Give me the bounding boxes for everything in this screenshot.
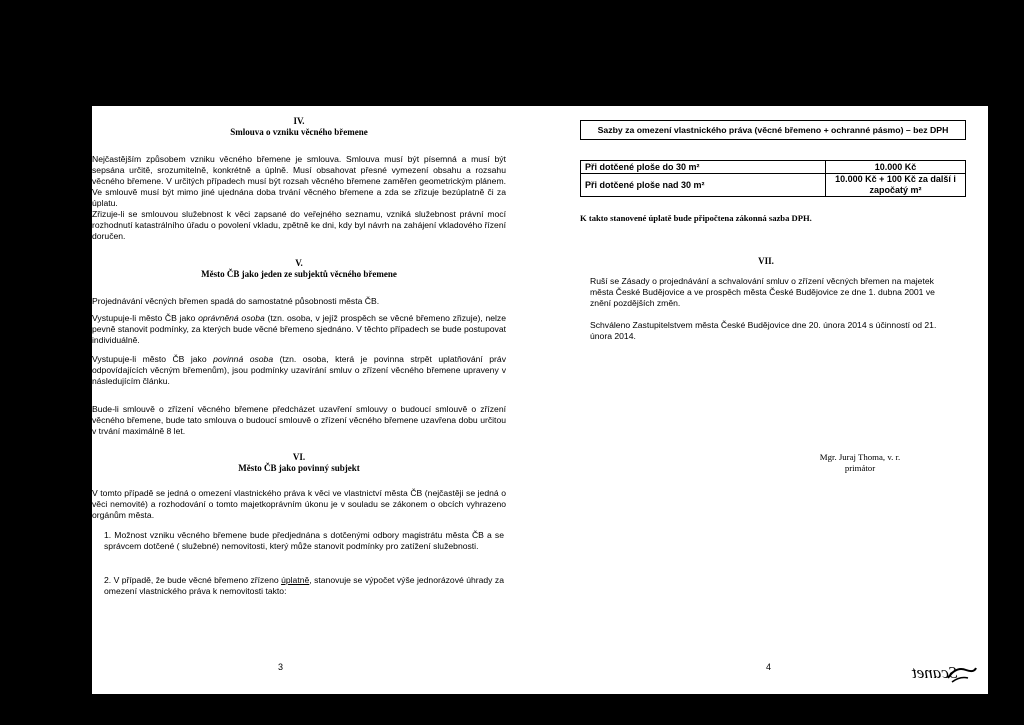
section5-p4: Bude-li smlouvě o zřízení věcného břemene předcházet uzavření smlouvy o budoucí smlouvě o zřízení věcného břemene, bude tato smlouva o budoucí smlouvě o zřízení věcného břemene uzavřena dobu určitou v trvání maximálně 8 let. bbox=[92, 404, 506, 436]
section5-heading bbox=[92, 258, 506, 280]
page-gutter bbox=[506, 106, 520, 694]
section6-heading bbox=[92, 452, 506, 474]
left-page bbox=[92, 106, 506, 694]
section4-paragraph-1: Nejčastějším způsobem vzniku věcného břemene je smlouva. Smlouva musí být písemná a musí být sepsána určitě, srozumitelně, konkrétně a úplně. Musí obsahovat přesné vymezení obsahu a rozsahu věcného břemene. V určitých případech musí být rozsah věcného břemene zaměřen geometrickým plánem. Ve smlouvě musí být mimo jiné ujednána doba trvání věcného břemene a zda se zřizuje bezúplatně či za úplatu. bbox=[92, 154, 506, 208]
section5-number: V. bbox=[295, 258, 303, 268]
section4-number: IV. bbox=[293, 116, 305, 126]
rate-price-1: 10.000 Kč bbox=[826, 161, 966, 174]
scan-border-top bbox=[0, 0, 1024, 106]
section5-p2-term: oprávněná osoba bbox=[198, 313, 265, 323]
section6-item2-lead: 2. V případě, že bude věcné břemeno zřízeno bbox=[104, 575, 282, 585]
section5-p3 bbox=[92, 354, 506, 387]
rate-price-2: 10.000 Kč + 100 Kč za další i započatý m² bbox=[826, 174, 966, 197]
section7-number: VII. bbox=[758, 256, 774, 266]
section5-p2-lead: Vystupuje-li město ČB jako bbox=[92, 313, 199, 323]
signature-name: Mgr. Juraj Thoma, v. r. bbox=[819, 452, 901, 462]
section4-title: Smlouva o vzniku věcného břemene bbox=[230, 127, 368, 137]
scan-border-right bbox=[988, 0, 1024, 725]
signature-role: primátor bbox=[844, 463, 876, 473]
scan-border-bottom bbox=[0, 694, 1024, 725]
section4-heading bbox=[92, 116, 506, 138]
section7-p2: Schváleno Zastupitelstvem města České Budějovice dne 20. února 2014 s účinností od 21. února 2014. bbox=[590, 320, 937, 341]
scanner-stamp-text: Scanet bbox=[912, 663, 958, 682]
rates-table bbox=[580, 160, 966, 197]
right-page bbox=[520, 106, 988, 694]
section4-paragraph-2: Zřizuje-li se smlouvou služebnost k věci zapsané do veřejného seznamu, vzniká služebnost právní mocí rozhodnutí katastrálního úřadu o povolení vkladu, zpětně ke dni, kdy byl návrh na zahájení vkladového řízení doručen. bbox=[92, 209, 506, 241]
section6-item2-rest: , stanovuje se výpočet výše jednorázové úhrady za omezení vlastnického práva k nemovitosti takto: bbox=[104, 575, 504, 596]
table-row bbox=[581, 161, 966, 174]
rate-category-2: Při dotčené ploše nad 30 m² bbox=[581, 174, 826, 197]
section5-p2-rest: (tzn. osoba, v jejíž prospěch se věcné břemeno zřizuje), nelze pevně stanovit podmínky, za kterých bude věcné břemeno sjednáno. V těchto případech se bude postupovat individuálně. bbox=[92, 313, 506, 345]
section5-p1: Projednávání věcných břemen spadá do samostatné působnosti města ČB. bbox=[92, 296, 380, 306]
section6-title: Město ČB jako povinný subjekt bbox=[238, 463, 360, 473]
signature-block bbox=[800, 452, 920, 474]
table-row bbox=[581, 174, 966, 197]
rate-category-1: Při dotčené ploše do 30 m² bbox=[581, 161, 826, 174]
section6-item-1: 1. Možnost vzniku věcného břemene bude předjednána s dotčenými odbory magistrátu města ČB a se správcem dotčené ( služebné) nemovitosti, který může stanovit podmínky pro zatížení služebnosti. bbox=[104, 530, 504, 551]
page-number-right: 4 bbox=[766, 662, 772, 672]
section4-body bbox=[92, 154, 506, 242]
scan-border-left bbox=[0, 0, 92, 725]
section5-title: Město ČB jako jeden ze subjektů věcného břemene bbox=[201, 269, 397, 279]
section5-p3-term: povinná osoba bbox=[213, 354, 274, 364]
section5-p3-rest: (tzn. osoba, která je povinna strpět uplatňování práv odpovídajících věcným břemenům), jsou podmínky uzavírání smluv o zřízení věcného břemene upraveny v následujícím článku. bbox=[92, 354, 506, 386]
section7-p1: Ruší se Zásady o projednávání a schvalování smluv o zřízení věcných břemen na majetek města České Budějovice a ve prospěch města České Budějovice ze dne 1. dubna 2001 ve znění pozdějších změn. bbox=[590, 276, 935, 308]
rates-title: Sazby za omezení vlastnického práva (věcné břemeno + ochranné pásmo) – bez DPH bbox=[580, 120, 966, 140]
section5-p2 bbox=[92, 313, 506, 346]
section6-number: VI. bbox=[292, 452, 306, 462]
section6-p1: V tomto případě se jedná o omezení vlastnického práva k věci ve vlastnictví města ČB (nejčastěji se jedná o věci nemovité) a rozhodování o tomto majetkoprávním úkonu je v souladu se zákonem o obcích vyhrazeno orgánům města. bbox=[92, 488, 506, 520]
section6-item2-term: úplatně bbox=[281, 575, 310, 585]
section6-item-2 bbox=[104, 575, 504, 597]
rates-note: K takto stanovené úplatě bude připočtena zákonná sazba DPH. bbox=[580, 213, 812, 223]
page-number-left: 3 bbox=[278, 662, 284, 672]
scanner-logo-icon bbox=[944, 658, 980, 688]
section5-p3-lead: Vystupuje-li město ČB jako bbox=[92, 354, 214, 364]
